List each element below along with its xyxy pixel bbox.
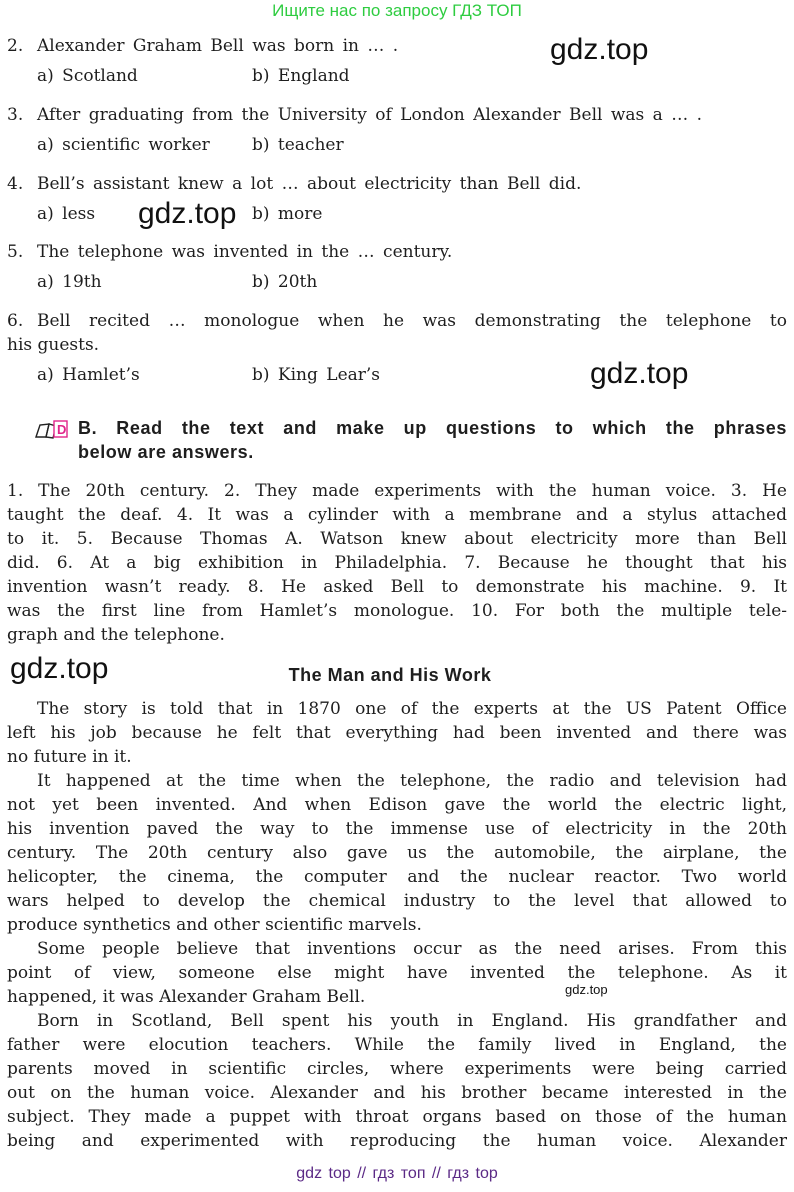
question-text: Bell recited … monologue when he was demonstrating the telephone to [37, 311, 787, 331]
question-text: his guests. [7, 335, 100, 355]
answer-line: 1. The 20th century. 2. They made experiments with the human voice. 3. He [7, 481, 787, 501]
task-line: B. Read the text and make up questions to which the phrases [78, 418, 787, 438]
option-a: a) less [37, 204, 96, 224]
task-line: below are answers. [78, 442, 254, 462]
question-text: Alexander Graham Bell was born in … . [37, 36, 399, 56]
watermark: gdz.top [590, 357, 689, 390]
footer-links: gdz top // гдз топ // гдз top [296, 1165, 498, 1182]
text-line: wars helped to develop the chemical industry to the level that allowed to [7, 891, 787, 911]
answer-line: to it. 5. Because Thomas A. Watson knew about electricity more than Bell [7, 529, 787, 549]
text-line: point of view, someone else might have invented the telephone. As it [7, 963, 787, 983]
answer-line: taught the deaf. 4. It was a cylinder with a membrane and a stylus attached [7, 505, 787, 525]
text-line: his invention paved the way to the immense use of electricity in the 20th [7, 819, 787, 839]
answer-line: graph and the telephone. [7, 625, 225, 645]
option-a: a) Hamlet’s [37, 365, 140, 385]
answers-paragraph [7, 479, 787, 647]
option-b: b) more [252, 204, 323, 224]
option-b: b) King Lear’s [252, 365, 381, 385]
text-line: left his job because he felt that everything had been invented and there was [7, 723, 787, 743]
question-number: 6. [7, 311, 24, 331]
text-line: The story is told that in 1870 one of the experts at the US Patent Office [37, 699, 787, 719]
question-text: Bell’s assistant knew a lot … about electricity than Bell did. [37, 174, 582, 194]
question-number: 2. [7, 36, 24, 56]
text-line: produce synthetics and other scientific marvels. [7, 915, 422, 935]
question-5 [7, 240, 787, 294]
answer-line: invention wasn’t ready. 8. He asked Bell to demonstrate his machine. 9. It [7, 577, 787, 597]
question-number: 3. [7, 105, 24, 125]
text-line: happened, it was Alexander Graham Bell. [7, 987, 366, 1007]
question-text: The telephone was invented in the … century. [37, 242, 453, 262]
text-line: century. The 20th century also gave us the automobile, the airplane, the [7, 843, 787, 863]
option-a: a) Scotland [37, 66, 138, 86]
watermark: gdz.top [10, 652, 109, 685]
option-a: a) 19th [37, 272, 102, 292]
question-number: 5. [7, 242, 24, 262]
text-line: not yet been invented. And when Edison gave the world the electric light, [7, 795, 787, 815]
question-2 [7, 34, 787, 88]
text-line: Born in Scotland, Bell spent his youth in England. His grandfather and [37, 1011, 787, 1031]
answer-line: did. 6. At a big exhibition in Philadelphia. 7. Because he thought that his [7, 553, 787, 573]
question-3 [7, 103, 787, 157]
watermark: gdz.top [138, 197, 237, 230]
search-banner: Ищите нас по запросу ГДЗ ТОП [272, 1, 522, 20]
svg-text:D: D [57, 422, 67, 437]
option-a: a) scientific worker [37, 135, 210, 155]
option-b: b) 20th [252, 272, 318, 292]
text-line: father were elocution teachers. While the family lived in England, the [7, 1035, 787, 1055]
text-line: Some people believe that inventions occur as the need arises. From this [37, 939, 787, 959]
answer-line: was the first line from Hamlet’s monologue. 10. For both the multiple tele- [7, 601, 787, 621]
question-number: 4. [7, 174, 24, 194]
option-b: b) England [252, 66, 350, 86]
question-text: After graduating from the University of London Alexander Bell was a … . [37, 105, 703, 125]
watermark: gdz.top [550, 33, 649, 66]
text-line: It happened at the time when the telephone, the radio and television had [37, 771, 787, 791]
text-line: being and experimented with reproducing the human voice. Alexander [7, 1131, 787, 1151]
text-line: out on the human voice. Alexander and his brother became interested in the [7, 1083, 787, 1103]
watermark: gdz.top [565, 982, 608, 997]
option-b: b) teacher [252, 135, 344, 155]
text-line: helicopter, the cinema, the computer and the nuclear reactor. Two world [7, 867, 787, 887]
text-line: parents moved in scientific circles, where experiments were being carried [7, 1059, 787, 1079]
reading-book-icon [34, 419, 70, 446]
task-heading [78, 416, 787, 464]
text-line: no future in it. [7, 747, 132, 767]
question-4 [7, 172, 787, 226]
text-line: subject. They made a puppet with throat organs based on those of the human [7, 1107, 787, 1127]
text-title: The Man and His Work [288, 665, 492, 685]
reading-text [7, 697, 787, 1153]
